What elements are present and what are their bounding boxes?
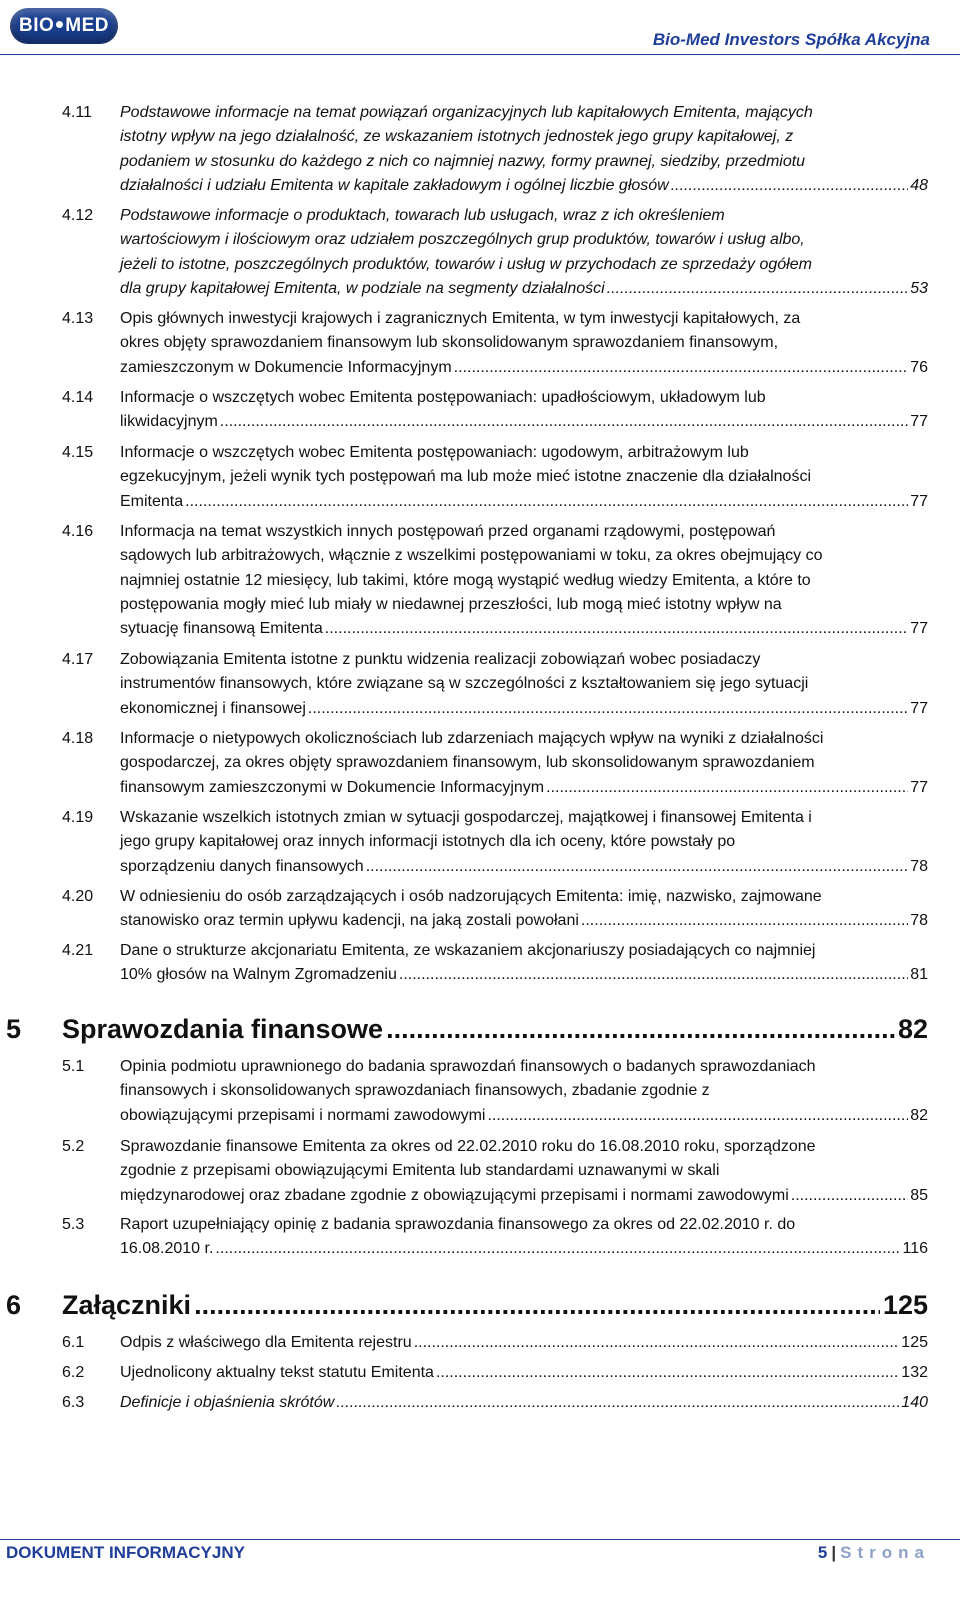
toc-entry-title: Definicje i objaśnienia skrótów ..... 140 bbox=[120, 1391, 928, 1415]
dot-leader bbox=[414, 1331, 900, 1355]
dot-leader bbox=[308, 697, 908, 721]
toc-page-number: 77 bbox=[910, 413, 928, 431]
toc-page-number: 81 bbox=[910, 966, 928, 984]
toc-entry[interactable] bbox=[62, 806, 928, 879]
toc-entry[interactable] bbox=[62, 101, 928, 198]
footer-page-number: 5 bbox=[817, 1543, 828, 1562]
dot-leader bbox=[336, 1391, 899, 1415]
toc-entry-number: 6.1 bbox=[62, 1334, 85, 1351]
dot-leader bbox=[791, 1184, 908, 1208]
toc-entry-number: 4.15 bbox=[62, 444, 94, 461]
toc-entry-title: W odniesieniu do osób zarządzających i osób nadzorujących Emitenta: imię, nazwisko, zajmowane stanowisko oraz termin upływu kadencji, na jaką zostali powołani ..... 78 bbox=[120, 885, 928, 934]
toc-entry-number: 4.16 bbox=[62, 523, 94, 540]
dot-leader bbox=[487, 1104, 908, 1128]
toc-page-number: 77 bbox=[910, 620, 928, 638]
dot-leader bbox=[366, 855, 909, 879]
page-header bbox=[0, 0, 960, 62]
dot-leader bbox=[220, 410, 908, 434]
toc-entry-title: Sprawozdanie finansowe Emitenta za okres od 22.02.2010 roku do 16.08.2010 roku, sporządzone zgodnie z przepisami obowiązującymi Emitenta lub standardami uznawanymi w skali międzynarodowej oraz zbadane zgodnie z obowiązującymi przepisami i normami zawodowymi ..... 85 bbox=[120, 1135, 928, 1208]
toc-entry-title: Informacja na temat wszystkich innych postępowań przed organami rządowymi, postępowań sądowych lub arbitrażowych, włącznie z wszelkimi postępowaniami w toku, za okres obejmujący co najmniej ostatnie 12 miesięcy, lub takimi, które mogą wystąpić według wiedzy Emitenta, a które to postępowania mogły mieć lub miały w niedawnej przeszłości, lub mogą mieć istotny wpływ na sytuację finansową Emitenta ..... 77 bbox=[120, 520, 928, 641]
header-divider bbox=[0, 54, 960, 55]
toc-entry-number: 6.2 bbox=[62, 1364, 85, 1381]
toc-entry-number: 4.13 bbox=[62, 310, 94, 327]
toc-entry[interactable] bbox=[62, 885, 928, 934]
toc-page-number: 85 bbox=[910, 1186, 928, 1204]
toc-entry-number: 4.12 bbox=[62, 207, 94, 224]
toc-entry-title: Opis głównych inwestycji krajowych i zagranicznych Emitenta, w tym inwestycji kapitałowych, za okres objęty sprawozdaniem finansowym lub skonsolidowanym sprawozdaniem finansowym, zamieszczonym w Dokumencie Informacyjnym ..... 76 bbox=[120, 307, 928, 380]
dot-leader bbox=[454, 356, 909, 380]
toc-entry-title: Informacje o nietypowych okolicznościach lub zdarzeniach mających wpływ na wyniki z działalności gospodarczej, za okres objęty sprawozdaniem finansowym, lub skonsolidowanym sprawozdaniem finansowym zamieszczonymi w Dokumencie Informacyjnym ..... 77 bbox=[120, 727, 928, 800]
toc-entry[interactable] bbox=[62, 1213, 928, 1262]
dot-leader bbox=[185, 490, 908, 514]
footer-page-indicator: 5 | Strona bbox=[817, 1543, 930, 1562]
toc-chapter-number: 6 bbox=[6, 1290, 22, 1320]
dot-leader bbox=[607, 277, 908, 301]
dot-leader bbox=[215, 1237, 900, 1261]
toc-chapter[interactable] bbox=[6, 1289, 928, 1321]
toc-entry-title: Dane o strukturze akcjonariatu Emitenta, ze wskazaniem akcjonariuszy posiadających co najmniej 10% głosów na Walnym Zgromadzeniu ..... 81 bbox=[120, 939, 928, 988]
toc-page-number: 78 bbox=[910, 912, 928, 930]
toc-entry[interactable] bbox=[62, 386, 928, 435]
company-name: Bio-Med Investors Spółka Akcyjna bbox=[652, 30, 930, 49]
toc-page-number: 82 bbox=[897, 1014, 928, 1044]
toc-entry[interactable] bbox=[62, 1361, 928, 1385]
toc-page-number: 132 bbox=[901, 1364, 928, 1381]
toc-entry[interactable] bbox=[62, 1331, 928, 1355]
toc-entry[interactable] bbox=[62, 648, 928, 721]
toc-entry[interactable] bbox=[62, 1135, 928, 1208]
toc-entry-title: Podstawowe informacje o produktach, towarach lub usługach, wraz z ich określeniem wartościowym i ilościowym oraz udziałem poszczególnych grup produktów, towarów i usług albo, jeżeli to istotne, poszczególnych produktów, towarów i usług w przychodach ze sprzedaży ogółem dla grupy kapitałowej Emitenta, w podziale na segmenty działalności ..... 53 bbox=[120, 204, 928, 301]
toc-page-number: 140 bbox=[901, 1394, 928, 1411]
dot-leader bbox=[399, 963, 908, 987]
dot-leader bbox=[581, 909, 908, 933]
toc-page-number: 78 bbox=[910, 857, 928, 875]
footer-page-word: Strona bbox=[840, 1543, 930, 1562]
toc-entry-title: Raport uzupełniający opinię z badania sprawozdania finansowego za okres od 22.02.2010 r. do 16.08.2010 r. ..... 116 bbox=[120, 1213, 928, 1262]
dot-leader bbox=[671, 174, 908, 198]
toc-entry[interactable] bbox=[62, 1391, 928, 1415]
toc-page-number: 53 bbox=[910, 279, 928, 297]
toc-entry-number: 4.14 bbox=[62, 389, 94, 406]
toc-entry[interactable] bbox=[62, 520, 928, 641]
toc-entry-number: 4.18 bbox=[62, 730, 94, 747]
toc-page-number: 77 bbox=[910, 778, 928, 796]
toc-page-number: 77 bbox=[910, 699, 928, 717]
dot-leader bbox=[436, 1361, 899, 1385]
toc-chapter-number: 5 bbox=[6, 1014, 22, 1044]
toc-entry-title: Ujednolicony aktualny tekst statutu Emitenta ..... 132 bbox=[120, 1361, 928, 1385]
dot-leader bbox=[386, 1013, 895, 1045]
dot-leader bbox=[325, 617, 908, 641]
toc-entry[interactable] bbox=[62, 939, 928, 988]
toc-entry-number: 4.21 bbox=[62, 942, 94, 959]
toc-entry-title: Informacje o wszczętych wobec Emitenta postępowaniach: ugodowym, arbitrażowym lub egzekucyjnym, jeżeli wynik tych postępowań ma lub może mieć istotne znaczenie dla działalności Emitenta ..... 77 bbox=[120, 441, 928, 514]
toc-entry-number: 5.2 bbox=[62, 1138, 85, 1155]
footer-divider bbox=[0, 1539, 960, 1540]
dot-leader bbox=[546, 776, 908, 800]
toc-entry-number: 6.3 bbox=[62, 1394, 85, 1411]
toc-entry-number: 4.11 bbox=[62, 104, 92, 121]
toc-page-number: 82 bbox=[910, 1106, 928, 1124]
toc-entry[interactable] bbox=[62, 441, 928, 514]
toc-chapter-title: Załączniki bbox=[62, 1290, 192, 1320]
toc-entry[interactable] bbox=[62, 727, 928, 800]
biomed-logo: BIO MED bbox=[10, 8, 118, 44]
toc-page-number: 116 bbox=[902, 1240, 928, 1258]
toc-page-number: 76 bbox=[910, 358, 928, 376]
toc-entry-title: Informacje o wszczętych wobec Emitenta postępowaniach: upadłościowym, układowym lub likwidacyjnym ..... 77 bbox=[120, 386, 928, 435]
toc-page-number: 125 bbox=[901, 1334, 928, 1351]
toc-page-number: 48 bbox=[910, 176, 928, 194]
toc-page-number: 77 bbox=[910, 492, 928, 510]
toc-entry-title: Podstawowe informacje na temat powiązań organizacyjnych lub kapitałowych Emitenta, mających istotny wpływ na jego działalność, ze wskazaniem istotnych jednostek jego grupy kapitałowej, z podaniem w stosunku do każdego z nich co najmniej nazwy, formy prawnej, siedziby, przedmiotu działalności i udziału Emitenta w kapitale zakładowym i ogólnej liczbie głosów ..... 48 bbox=[120, 101, 928, 198]
footer-document-label: DOKUMENT INFORMACYJNY bbox=[6, 1543, 245, 1562]
toc-chapter[interactable] bbox=[6, 1013, 928, 1045]
toc-entry-title: Zobowiązania Emitenta istotne z punktu widzenia realizacji zobowiązań wobec posiadaczy instrumentów finansowych, które związane są w szczególności z kształtowaniem się jego sytuacji ekonomicznej i finansowej ..... 77 bbox=[120, 648, 928, 721]
toc-chapter-title: Sprawozdania finansowe bbox=[62, 1014, 384, 1044]
toc-entry-title: Opinia podmiotu uprawnionego do badania sprawozdań finansowych o badanych sprawozdaniach finansowych i skonsolidowanych sprawozdaniach finansowych, zbadanie zgodnie z obowiązującymi przepisami i normami zawodowymi ..... 82 bbox=[120, 1055, 928, 1128]
dot-leader bbox=[194, 1289, 880, 1321]
toc-entry[interactable] bbox=[62, 204, 928, 301]
toc-entry-number: 4.17 bbox=[62, 651, 94, 668]
toc-entry-number: 4.20 bbox=[62, 888, 94, 905]
toc-page-number: 125 bbox=[882, 1290, 928, 1320]
toc-entry[interactable] bbox=[62, 1055, 928, 1128]
toc-entry-number: 5.3 bbox=[62, 1216, 85, 1233]
toc-entry-title: Odpis z właściwego dla Emitenta rejestru ..... 125 bbox=[120, 1331, 928, 1355]
toc-entry[interactable] bbox=[62, 307, 928, 380]
toc-entry-number: 4.19 bbox=[62, 809, 94, 826]
toc-entry-title: Wskazanie wszelkich istotnych zmian w sytuacji gospodarczej, majątkowej i finansowej Emitenta i jego grupy kapitałowej oraz innych informacji istotnych dla ich oceny, które powstały po sporządzeniu danych finansowych ..... 78 bbox=[120, 806, 928, 879]
toc-entry-number: 5.1 bbox=[62, 1058, 85, 1075]
